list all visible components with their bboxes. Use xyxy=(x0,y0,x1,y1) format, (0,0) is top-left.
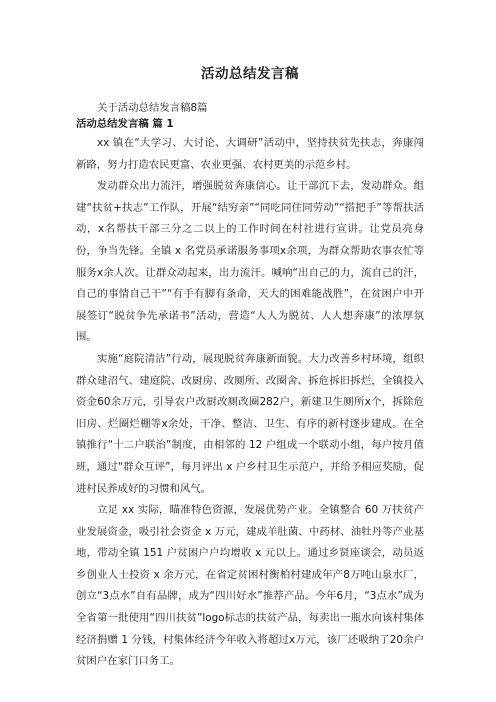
paragraph: 立足 xx 实际，瞄准特色资源，发展优势产业。全镇整合 60 万扶贫产业发展资金，吸引社会资金 x 万元，建成羊肚菌、中药材、油牡丹等产业基地，带动全镇 151 户贫困户户均增收 x 元以上。通过乡贤座谈会，动员返乡创业人士投资 x 余万元，在省定贫困村衡柏村建成年产8万吨山泉水厂，创立“3点水”自有品牌，成为“四川好水”推荐产品。今年6月，“3点水”成为全省第一批使用“四川扶贫”logo标志的扶贫产品，每卖出一瓶水向该村集体经济捐赠 1 分钱，村集体经济今年收入将超过x万元，该厂还吸纳了20余户贫困户在家门口务工。 xyxy=(76,504,424,668)
section-heading: 活动总结发言稿 篇 1 xyxy=(76,118,174,130)
paragraph: xx 镇在“大学习、大讨论、大调研”活动中，坚持扶贫先扶志，奔康闯新路，努力打造农民更富、农业更强、农村更美的示范乡村。 xyxy=(76,137,424,171)
document-intro: 关于活动总结发言稿8篇 xyxy=(97,102,208,114)
document-title: 活动总结发言稿 xyxy=(201,66,299,82)
paragraph: 发动群众出力流汗，增强脱贫奔康信心。让干部沉下去，发动群众。组建“扶贫+扶志”工作队，开展“结穷亲”“同吃同住同劳动”“搭把手”等帮扶活动，x名帮扶干部三分之二以上的工作时间在村社进行宣讲。让党员亮身份，争当先锋。全镇 x 名党员承诺服务事项x余项，为群众帮助农事农忙等服务x余人次。让群众动起来，出力流汗。喊响“出自己的力，流自己的汗，自己的事情自己干”“有手有脚有条命，天大的困难能战胜”，在贫困户中开展签订“脱贫争先承诺书”活动，营造“人人为脱贫、人人想奔康”的浓厚氛围。 xyxy=(76,180,424,344)
paragraph: 实施“庭院清洁”行动，展现脱贫奔康新面貌。大力改善乡村环境，组织群众建沼气、建庭院、改厨房、改厕所、改圈舍、拆危拆旧拆烂，全镇投入资金60余万元，引导农户改厨改厕改圈282户，新建卫生厕所x个，拆除危旧房、烂圈烂棚等x余处，干净、整洁、卫生、有序的新村逐步建成。在全镇推行“十二户联治”制度，由相邻的 12 户组成一个联动小组，每户按月值班，通过“群众互评”，每月评出 x 户乡村卫生示范户，并给予相应奖励，促进村民养成好的习惯和风气。 xyxy=(76,352,424,495)
